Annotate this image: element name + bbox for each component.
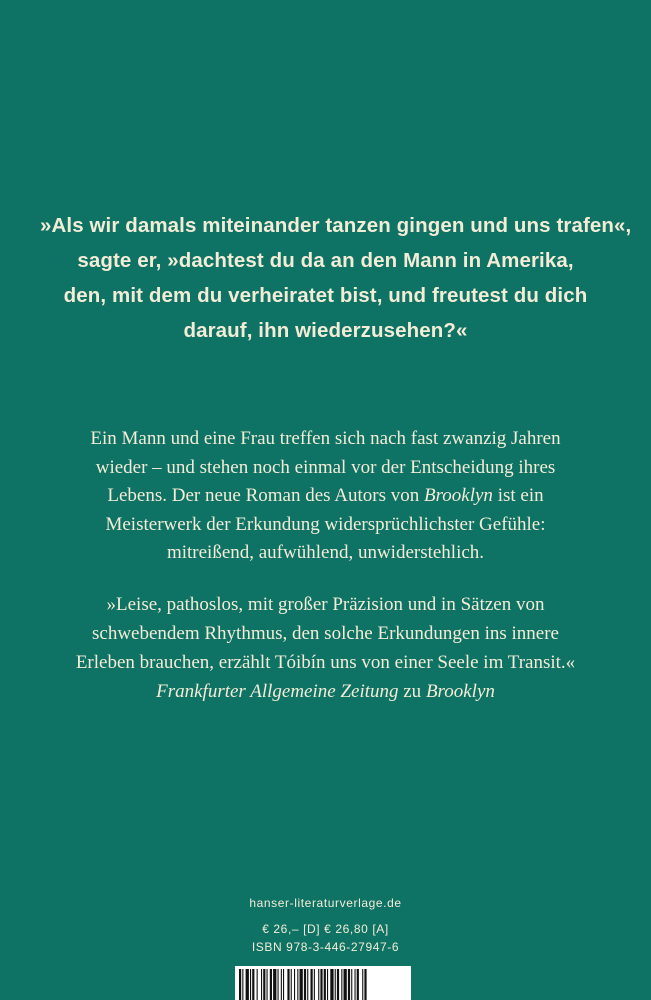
isbn-barcode: [235, 966, 411, 1000]
barcode-bar: [337, 969, 339, 1000]
barcode-bar: [278, 969, 279, 1000]
barcode-bar: [348, 969, 350, 1000]
description-line: [40, 482, 611, 511]
barcode-bar: [281, 969, 282, 1000]
barcode-bar: [344, 969, 347, 1000]
barcode-bar: [261, 969, 262, 1000]
barcode-bar: [239, 969, 241, 1000]
description-text: ist ein: [492, 485, 544, 506]
description-line: Meisterwerk der Erkundung widersprüchlichster Gefühle:: [105, 513, 546, 535]
quote-line: den, mit dem du verheiratet bist, und freutest du dich: [63, 284, 588, 307]
description-text: Lebens. Der neue Roman des Autors von: [107, 485, 424, 506]
barcode-bar: [318, 969, 319, 1000]
barcode-bar: [320, 969, 322, 1000]
review-source-connector: zu: [398, 681, 426, 702]
review-source-title: Brooklyn: [425, 681, 495, 702]
barcode-bar: [330, 969, 333, 1000]
book-title-reference: Brooklyn: [423, 485, 493, 506]
barcode-bar: [263, 969, 265, 1000]
excerpt-quote: [40, 208, 632, 348]
barcode-bar: [250, 969, 251, 1000]
barcode-bar: [364, 969, 366, 1000]
barcode-bar: [242, 969, 243, 1000]
barcode-bar: [351, 969, 352, 1000]
barcode-bar: [294, 969, 295, 1000]
barcode-bar: [257, 969, 258, 1000]
review-source-name: Frankfurter Allgemeine Zeitung: [156, 681, 399, 702]
review-source: [30, 677, 621, 706]
quote-line: sagte er, »dachtest du da an den Mann in Amerika,: [77, 249, 574, 272]
review-line: »Leise, pathoslos, mit großer Präzision und in Sätzen von: [106, 594, 545, 615]
barcode-bar: [267, 969, 268, 1000]
isbn-number: ISBN 978-3-446-27947-6: [251, 940, 400, 954]
quote-line: »Als wir damals miteinander tanzen gingen und uns trafen«,: [40, 214, 632, 237]
barcode-bar: [304, 969, 306, 1000]
barcode-bar: [246, 969, 249, 1000]
barcode-bar: [355, 969, 356, 1000]
barcode-bar: [362, 969, 363, 1000]
barcode-bar: [314, 969, 315, 1000]
description-line: Ein Mann und eine Frau treffen sich nach fast zwanzig Jahren: [90, 428, 561, 449]
barcode-bar: [327, 969, 328, 1000]
description-line: mitreißend, aufwühlend, unwiderstehlich.: [166, 542, 485, 563]
barcode-bar: [252, 969, 254, 1000]
barcode-bar: [273, 969, 276, 1000]
press-review: [30, 590, 621, 706]
barcode-bar: [291, 969, 292, 1000]
quote-line: darauf, ihn wiederzusehen?«: [183, 319, 468, 342]
barcode-bar: [335, 969, 336, 1000]
barcode-bar: [341, 969, 342, 1000]
barcode-bar: [357, 969, 359, 1000]
barcode-bar: [324, 969, 326, 1000]
barcode-bar: [311, 969, 313, 1000]
price-info: € 26,– [D] € 26,80 [A]: [262, 922, 389, 936]
barcode-bar: [300, 969, 303, 1000]
review-line: schwebendem Rhythmus, den solche Erkundungen ins innere: [92, 623, 559, 644]
barcode-bar: [283, 969, 284, 1000]
barcode-bar: [297, 969, 298, 1000]
review-line: Erleben brauchen, erzählt Tóibín uns von einer Seele im Transit.«: [75, 652, 576, 673]
publisher-website: hanser-literaturverlage.de: [249, 896, 402, 910]
barcode-bar: [270, 969, 272, 1000]
description-line: wieder – und stehen noch einmal vor der Entscheidung ihres: [95, 456, 556, 478]
barcode-bar: [307, 969, 308, 1000]
barcode-bar: [287, 969, 289, 1000]
book-description: [40, 425, 611, 568]
barcode-graphic: [235, 966, 411, 1000]
